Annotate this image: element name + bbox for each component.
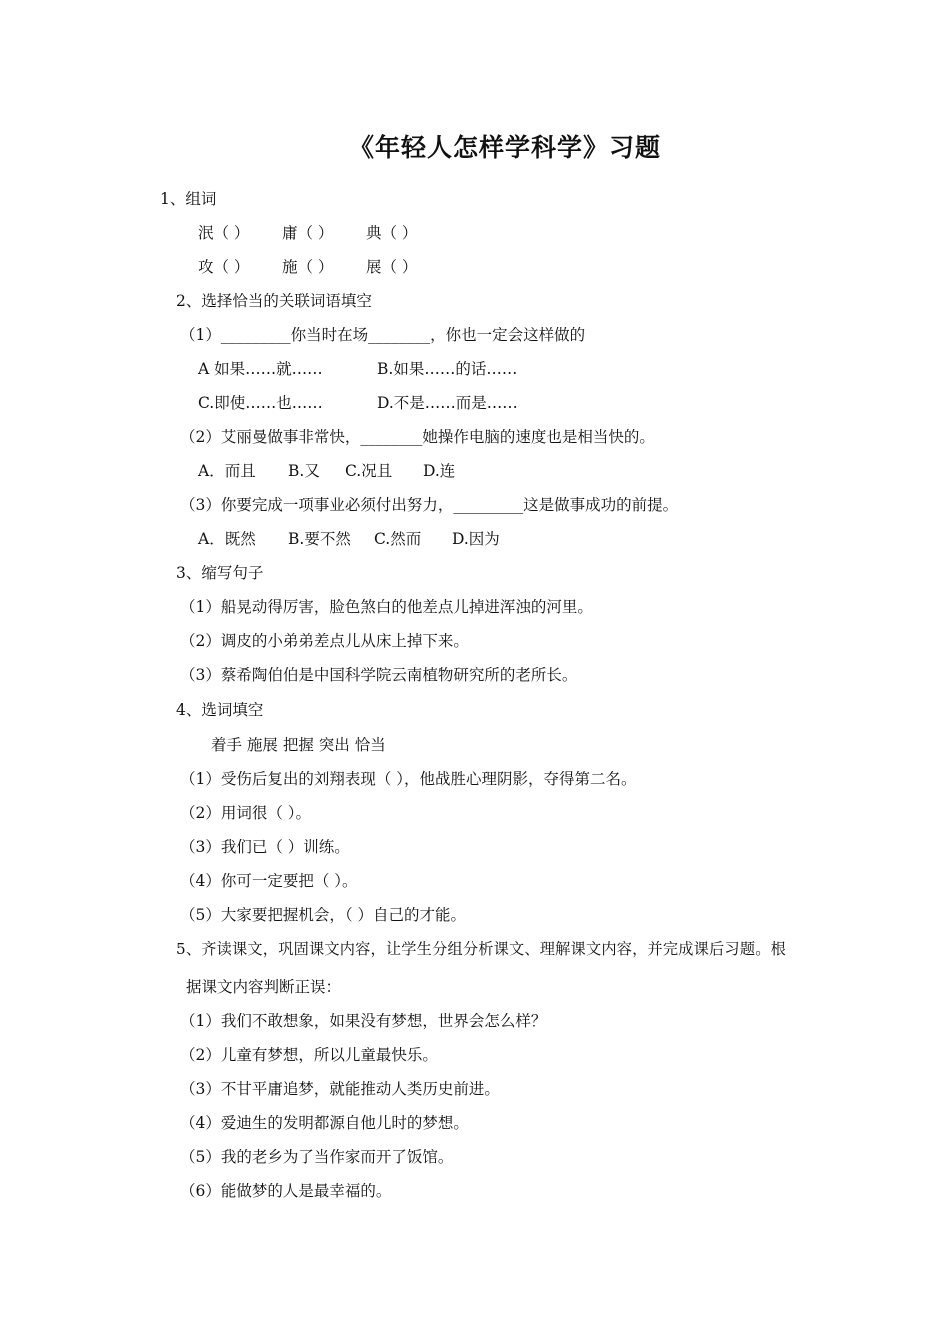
option: A．既然 [198, 530, 256, 548]
q5-item: （4）爱迪生的发明都源自他儿时的梦想。 [180, 1114, 469, 1132]
option: B.如果……的话…… [377, 360, 518, 378]
q1-blank: 攻（ ） [198, 258, 250, 276]
q5-heading-cont: 据课文内容判断正误： [186, 978, 342, 996]
option: B.要不然 [288, 530, 351, 548]
option: D.连 [423, 462, 456, 480]
option: B.又 [288, 462, 320, 480]
q2-heading: 2、选择恰当的关联词语填空 [176, 292, 372, 310]
option: A．而且 [198, 462, 256, 480]
q2-options-2 [198, 460, 455, 482]
q5-heading: 5、齐读课文，巩固课文内容，让学生分组分析课文、理解课文内容，并完成课后习题。根 [176, 940, 786, 958]
option: C.况且 [345, 462, 393, 480]
option: C.即使……也…… [198, 394, 323, 412]
q2-sentence-1: （1）_________你当时在场________，你也一定会这样做的 [180, 326, 586, 344]
q4-item: （4）你可一定要把（ ）。 [180, 872, 358, 890]
q5-item: （5）我的老乡为了当作家而开了饭馆。 [180, 1148, 454, 1166]
q1-blank: 展（ ） [366, 258, 418, 276]
q4-item: （2）用词很（ ）。 [180, 804, 312, 822]
q2-sentence-2: （2）艾丽曼做事非常快，________她操作电脑的速度也是相当快的。 [180, 428, 655, 446]
q2-sentence-3: （3）你要完成一项事业必须付出努力，_________这是做事成功的前提。 [180, 496, 679, 514]
q4-heading: 4、选词填空 [176, 701, 264, 719]
q4-item: （1）受伤后复出的刘翔表现（ ），他战胜心理阴影，夺得第二名。 [180, 770, 637, 788]
option: D.因为 [452, 530, 500, 548]
q5-item: （1）我们不敢想象，如果没有梦想，世界会怎么样？ [180, 1012, 547, 1030]
q4-item: （3）我们已（ ）训练。 [180, 838, 350, 856]
q5-item: （6）能做梦的人是最幸福的。 [180, 1182, 392, 1200]
q1-row-1 [198, 222, 417, 244]
option: D.不是……而是…… [377, 394, 518, 412]
q3-item: （1）船晃动得厉害，脸色煞白的他差点儿掉进浑浊的河里。 [180, 598, 593, 616]
q4-word-bank: 着手 施展 把握 突出 恰当 [211, 736, 386, 754]
q3-item: （3）蔡希陶伯伯是中国科学院云南植物研究所的老所长。 [180, 666, 578, 684]
q1-row-2 [198, 256, 417, 278]
option: C.然而 [374, 530, 422, 548]
q2-options-3 [198, 528, 500, 550]
q1-blank: 施（ ） [282, 258, 334, 276]
q3-item: （2）调皮的小弟弟差点儿从床上掉下来。 [180, 632, 469, 650]
q1-blank: 泯（ ） [198, 224, 250, 242]
q4-item: （5）大家要把握机会，（ ）自己的才能。 [180, 906, 467, 924]
q1-blank: 庸（ ） [282, 224, 334, 242]
q2-options-1a [198, 358, 517, 380]
q2-options-1b [198, 392, 518, 414]
option: A 如果……就…… [198, 360, 323, 378]
page-title: 《年轻人怎样学科学》习题 [348, 133, 661, 162]
q1-blank: 典（ ） [366, 224, 418, 242]
q3-heading: 3、缩写句子 [176, 564, 264, 582]
q5-item: （3）不甘平庸追梦，就能推动人类历史前进。 [180, 1080, 500, 1098]
q1-heading: 1、组词 [160, 190, 217, 208]
q5-item: （2）儿童有梦想，所以儿童最快乐。 [180, 1046, 438, 1064]
